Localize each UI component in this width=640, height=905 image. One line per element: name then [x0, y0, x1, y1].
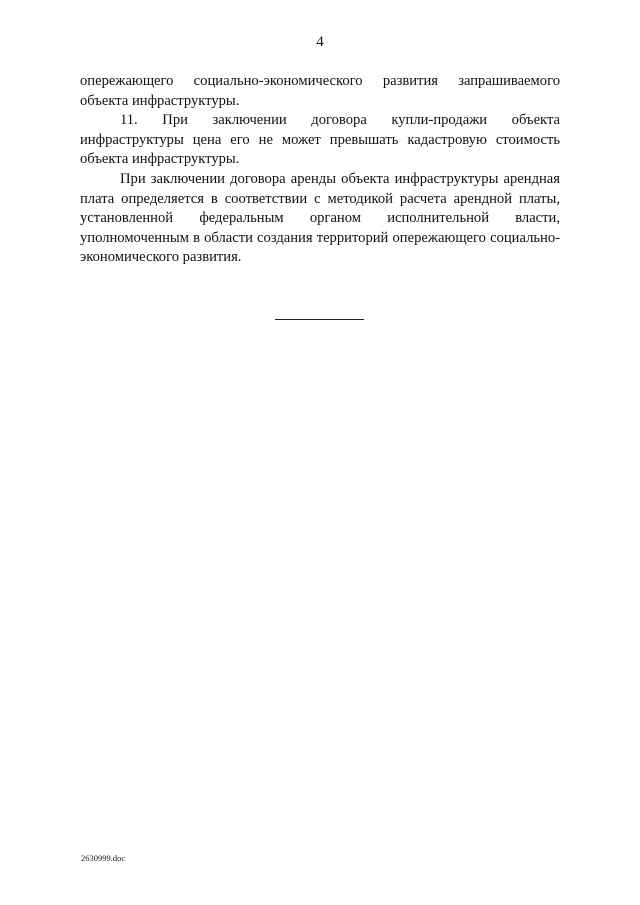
footer-filename: 2630999.doc — [81, 853, 126, 863]
paragraph-continuation: опережающего социально-экономического развития запрашиваемого объекта инфраструктуры. — [80, 73, 560, 109]
paragraph-lease-terms: При заключении договора аренды объекта инфраструктуры арендная плата определяется в соответствии с методикой расчета арендной платы, установленной федеральным органом исполнительной власти, уполномоченным в области создания территорий опережающего социально-экономического развития. — [80, 170, 560, 266]
page-number: 4 — [316, 34, 324, 50]
paragraph-clause-11: 11. При заключении договора купли-продажи объекта инфраструктуры цена его не может превышать кадастровую стоимость объекта инфраструктуры. — [80, 112, 560, 168]
document-body — [80, 72, 560, 268]
end-of-document-divider — [275, 319, 364, 320]
